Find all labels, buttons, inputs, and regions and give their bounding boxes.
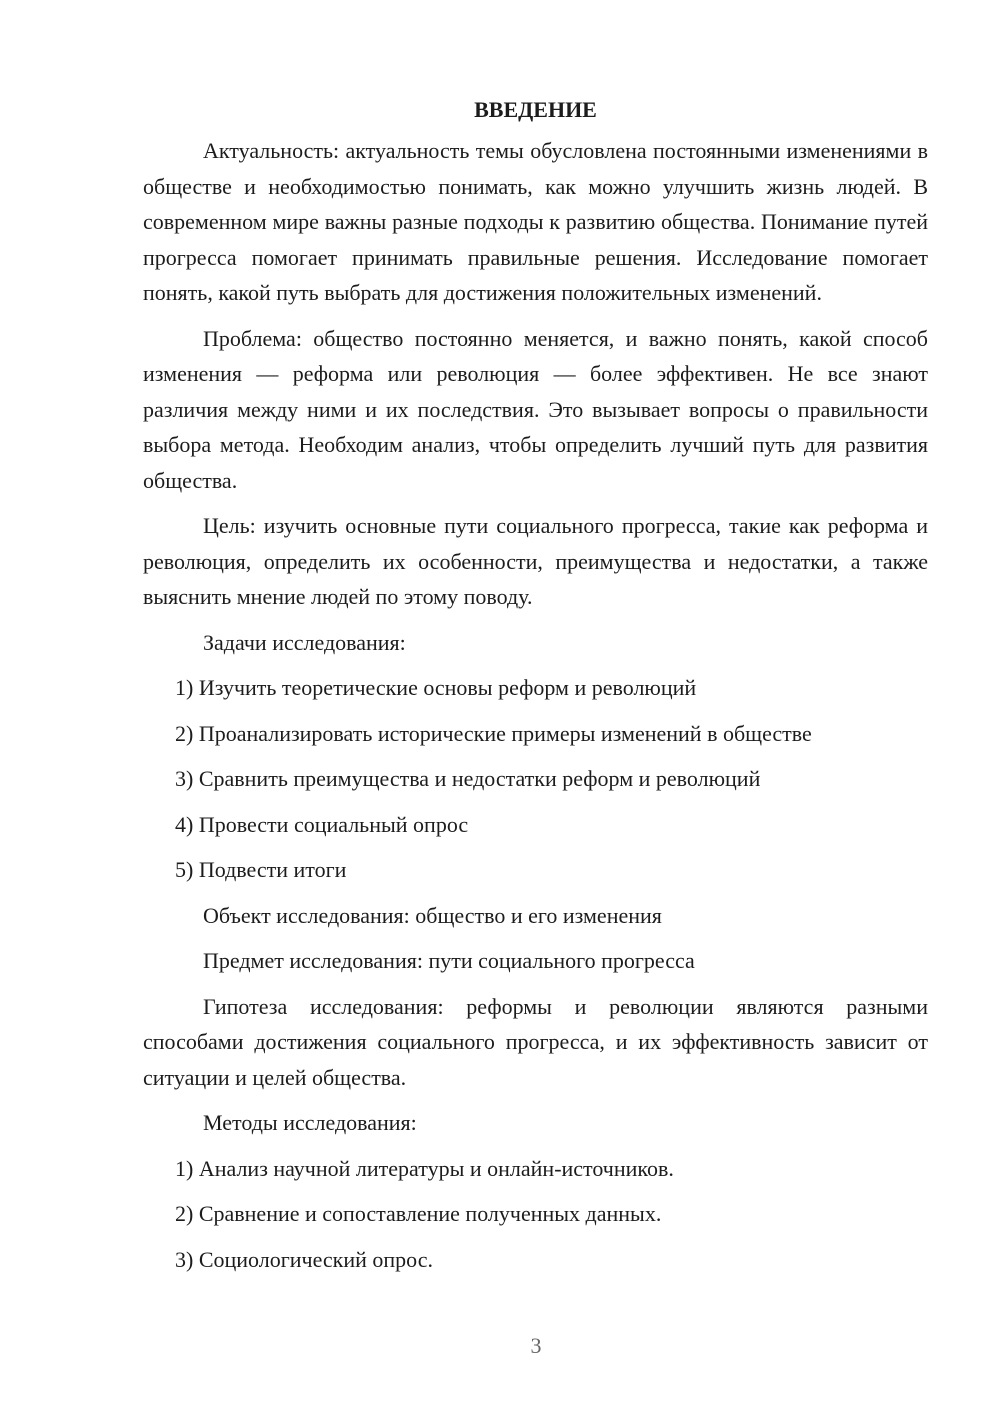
problem-paragraph: Проблема: общество постоянно меняется, и важно понять, какой способ изменения — реформа или революция — более эффективен. Не все знают различия между ними и их последствия. Это вызывает вопросы о правильности выбора метода. Необходим анализ, чтобы определить лучший путь для развития общества. [143,325,928,493]
task-item: 2) Проанализировать исторические примеры изменений в обществе [175,720,812,746]
tasks-heading: Задачи исследования: [203,629,406,655]
method-item: 2) Сравнение и сопоставление полученных данных. [175,1201,662,1226]
task-item: 1) Изучить теоретические основы реформ и революций [175,675,697,700]
page-content [143,92,928,1287]
method-item: 1) Анализ научной литературы и онлайн-источников. [175,1155,674,1181]
relevance-paragraph: Актуальность: актуальность темы обусловлена постоянными изменениями в обществе и необходимостью понимать, как можно улучшить жизнь людей. В современном мире важны разные подходы к развитию общества. Понимание путей прогресса помогает принимать правильные решения. Исследование помогает понять, какой путь выбрать для достижения положительных изменений. [143,138,928,305]
page-title: ВВЕДЕНИЕ [474,97,597,122]
page-number: 3 [530,1333,542,1358]
hypothesis-paragraph: Гипотеза исследования: реформы и революции являются разными способами достижения социального прогресса, и их эффективность зависит от ситуации и целей общества. [143,993,928,1090]
method-item: 3) Социологический опрос. [175,1246,433,1272]
methods-heading: Методы исследования: [203,1110,417,1135]
task-item: 3) Сравнить преимущества и недостатки реформ и революций [175,766,761,791]
research-object: Объект исследования: общество и его изменения [203,902,662,928]
goal-paragraph: Цель: изучить основные пути социального прогресса, такие как реформа и революция, определить их особенности, преимущества и недостатки, а также выяснить мнение людей по этому поводу. [143,513,928,609]
task-item: 4) Провести социальный опрос [175,811,469,837]
research-subject: Предмет исследования: пути социального прогресса [203,948,695,973]
task-item: 5) Подвести итоги [175,857,347,882]
